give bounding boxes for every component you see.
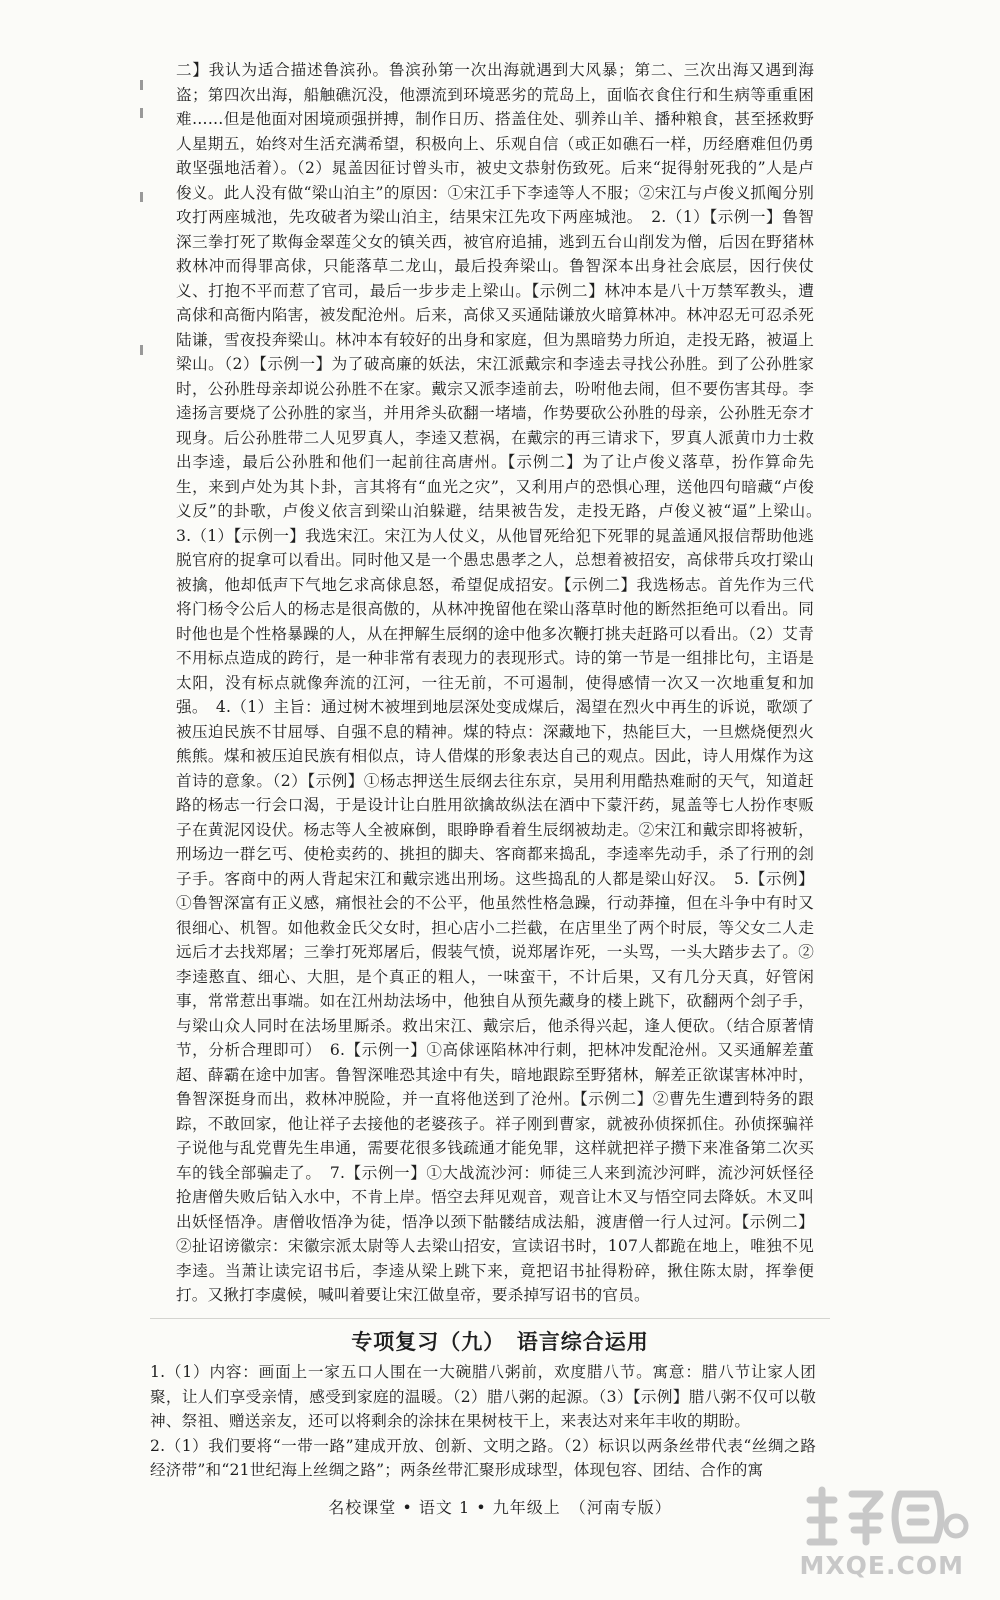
section-item-2: 2.（1）我们要将“一带一路”建成开放、创新、文明之路。（2）标识以两条丝带代表“丝绸之路经济带”和“21世纪海上丝绸之路”；两条丝带汇聚形成球型，体现包容、团结、合作的寓 [150, 1436, 816, 1479]
section-body [150, 1360, 816, 1483]
binding-marks [140, 80, 152, 380]
section-divider [150, 1318, 830, 1319]
watermark-logo-icon [800, 1486, 970, 1548]
answer-text-block [176, 58, 830, 1308]
section-item-1: 1.（1）内容：画面上一家五口人围在一大碗腊八粥前，欢度腊八节。寓意：腊八节让家人团聚，让人们享受亲情，感受到家庭的温暖。（2）腊八粥的起源。（3）【示例】腊八粥不仅可以敬神、祭祖、赠送亲友，还可以将剩余的涂抹在果树枝干上，来表达对来年丰收的期盼。 [150, 1363, 816, 1430]
watermark-logo [800, 1486, 970, 1582]
answer-paragraph: 二】我认为适合描述鲁滨孙。鲁滨孙第一次出海就遇到大风暴；第二、三次出海又遇到海盗；第四次出海，船触礁沉没，他漂流到环境恶劣的荒岛上，面临衣食住行和生病等重重困难……但是他面对困境顽强拼搏，制作日历、搭盖住处、驯养山羊、播种粮食，甚至拯救野人星期五，始终对生活充满希望，积极向上、乐观自信（或正如礁石一样，历经磨难但仍勇敢坚强地活着）。（2）晁盖因征讨曾头市，被史文恭射伤致死。后来“捉得射死我的”人是卢俊义。此人没有做“梁山泊主”的原因：①宋江手下李逵等人不服；②宋江与卢俊义抓阄分别攻打两座城池，先攻破者为梁山泊主，结果宋江先攻下两座城池。 2.（1）【示例一】鲁智深三拳打死了欺侮金翠莲父女的镇关西，被官府追捕，逃到五台山削发为僧，后因在野猪林救林冲而得罪高俅，只能落草二龙山，最后投奔梁山。鲁智深本出身社会底层，因行侠仗义、打抱不平而惹了官司，最后一步步走上梁山。【示例二】林冲本是八十万禁军教头，遭高俅和高衙内陷害，被发配沧州。后来，高俅又买通陆谦放火暗算林冲。林冲忍无可忍杀死陆谦，雪夜投奔梁山。林冲本有较好的出身和家庭，但为黑暗势力所迫，走投无路，被逼上梁山。（2）【示例一】为了破高廉的妖法，宋江派戴宗和李逵去寻找公孙胜。到了公孙胜家时，公孙胜母亲却说公孙胜不在家。戴宗又派李逵前去，吩咐他去闹，但不要伤害其母。李逵扬言要烧了公孙胜的家当，并用斧头砍翻一堵墙，作势要砍公孙胜的母亲，公孙胜无奈才现身。后公孙胜带二人见罗真人，李逵又惹祸，在戴宗的再三请求下，罗真人派黄巾力士救出李逵，最后公孙胜和他们一起前往高唐州。【示例二】为了让卢俊义落草，扮作算命先生，来到卢处为其卜卦，言其将有“血光之灾”，又利用卢的恐惧心理，送他四句暗藏“卢俊义反”的卦歌，卢俊义依言到梁山泊躲避，结果被告发，走投无路，卢俊义被“逼”上梁山。 3.（1）【示例一】我选宋江。宋江为人仗义，从他冒死给犯下死罪的晁盖通风报信帮助他逃脱官府的捉拿可以看出。同时他又是一个愚忠愚孝之人，总想着被招安，高俅带兵攻打梁山被擒，他却低声下气地乞求高俅息怒，希望促成招安。【示例二】我选杨志。首先作为三代将门杨令公后人的杨志是很高傲的，从林冲挽留他在梁山落草时他的断然拒绝可以看出。同时他也是个性格暴躁的人，从在押解生辰纲的途中他多次鞭打挑夫赶路可以看出。（2）艾青 不用标点造成的跨行，是一种非常有表现力的表现形式。诗的第一节是一组排比句，主语是太阳，没有标点就像奔流的江河，一往无前，不可遏制，使得感情一次又一次地重复和加强。 4.（1）主旨：通过树木被埋到地层深处变成煤后，渴望在烈火中再生的诉说，歌颂了被压迫民族不甘屈辱、自强不息的精神。煤的特点：深藏地下，热能巨大，一旦燃烧便烈火熊熊。煤和被压迫民族有相似点，诗人借煤的形象表达自己的观点。因此，诗人用煤作为这首诗的意象。（2）【示例】①杨志押送生辰纲去往东京，吴用利用酷热难耐的天气，知道赶路的杨志一行会口渴，于是设计让白胜用欲擒故纵法在酒中下蒙汗药，晁盖等七人扮作枣贩子在黄泥冈设伏。杨志等人全被麻倒，眼睁睁看着生辰纲被劫走。②宋江和戴宗即将被斩，刑场边一群乞丐、使枪卖药的、挑担的脚夫、客商都来捣乱，李逵率先动手，杀了行刑的刽子手。客商中的两人背起宋江和戴宗逃出刑场。这些捣乱的人都是梁山好汉。 5.【示例】①鲁智深富有正义感，痛恨社会的不公平，他虽然性格急躁，行动莽撞，但在斗争中有时又很细心、机智。如他救金氏父女时，担心店小二拦截，在店里坐了两个时辰，等父女二人走远后才去找郑屠；三拳打死郑屠后，假装气愤，说郑屠诈死，一头骂，一头大踏步去了。②李逵憨直、细心、大胆，是个真正的粗人，一味蛮干，不计后果，又有几分天真，好管闲事，常常惹出事端。如在江州劫法场中，他独自从预先藏身的楼上跳下，砍翻两个刽子手，与梁山众人同时在法场里厮杀。救出宋江、戴宗后，他杀得兴起，逢人便砍。（结合原著情节，分析合理即可） 6.【示例一】①高俅诬陷林冲行刺，把林冲发配沧州。又买通解差董超、薛霸在途中加害。鲁智深唯恐其途中有失，暗地跟踪至野猪林，解差正欲谋害林冲时，鲁智深挺身而出，救林冲脱险，并一直将他送到了沧州。【示例二】②曹先生遭到特务的跟踪，不敢回家，他让祥子去接他的老婆孩子。祥子刚到曹家，就被孙侦探抓住。孙侦探骗祥子说他与乱党曹先生串通，需要花很多钱疏通才能免罪，这样就把祥子攒下来准备第二次买车的钱全部骗走了。 7.【示例一】①大战流沙河：师徒三人来到流沙河畔，流沙河妖怪径抢唐僧失败后钻入水中，不肯上岸。悟空去拜见观音，观音让木叉与悟空同去降妖。木叉叫出妖怪悟净。唐僧收悟净为徒，悟净以颈下骷髅结成法船，渡唐僧一行人过河。【示例二】②扯诏谤徽宗：宋徽宗派太尉等人去梁山招安，宣读诏书时，107人都跪在地上，唯独不见李逵。当萧让读完诏书后，李逵从梁上跳下来，竟把诏书扯得粉碎，揪住陈太尉，挥拳便打。又揪打李虞候，喊叫着要让宋江做皇帝，要杀掉写诏书的官员。 [176, 61, 830, 1304]
page-footer: 名校课堂 • 语文 1 • 九年级上 （河南专版） [328, 1498, 672, 1517]
watermark-url: MXQE.COM [799, 1551, 964, 1580]
section-title: 专项复习（九） 语言综合运用 [351, 1330, 649, 1354]
